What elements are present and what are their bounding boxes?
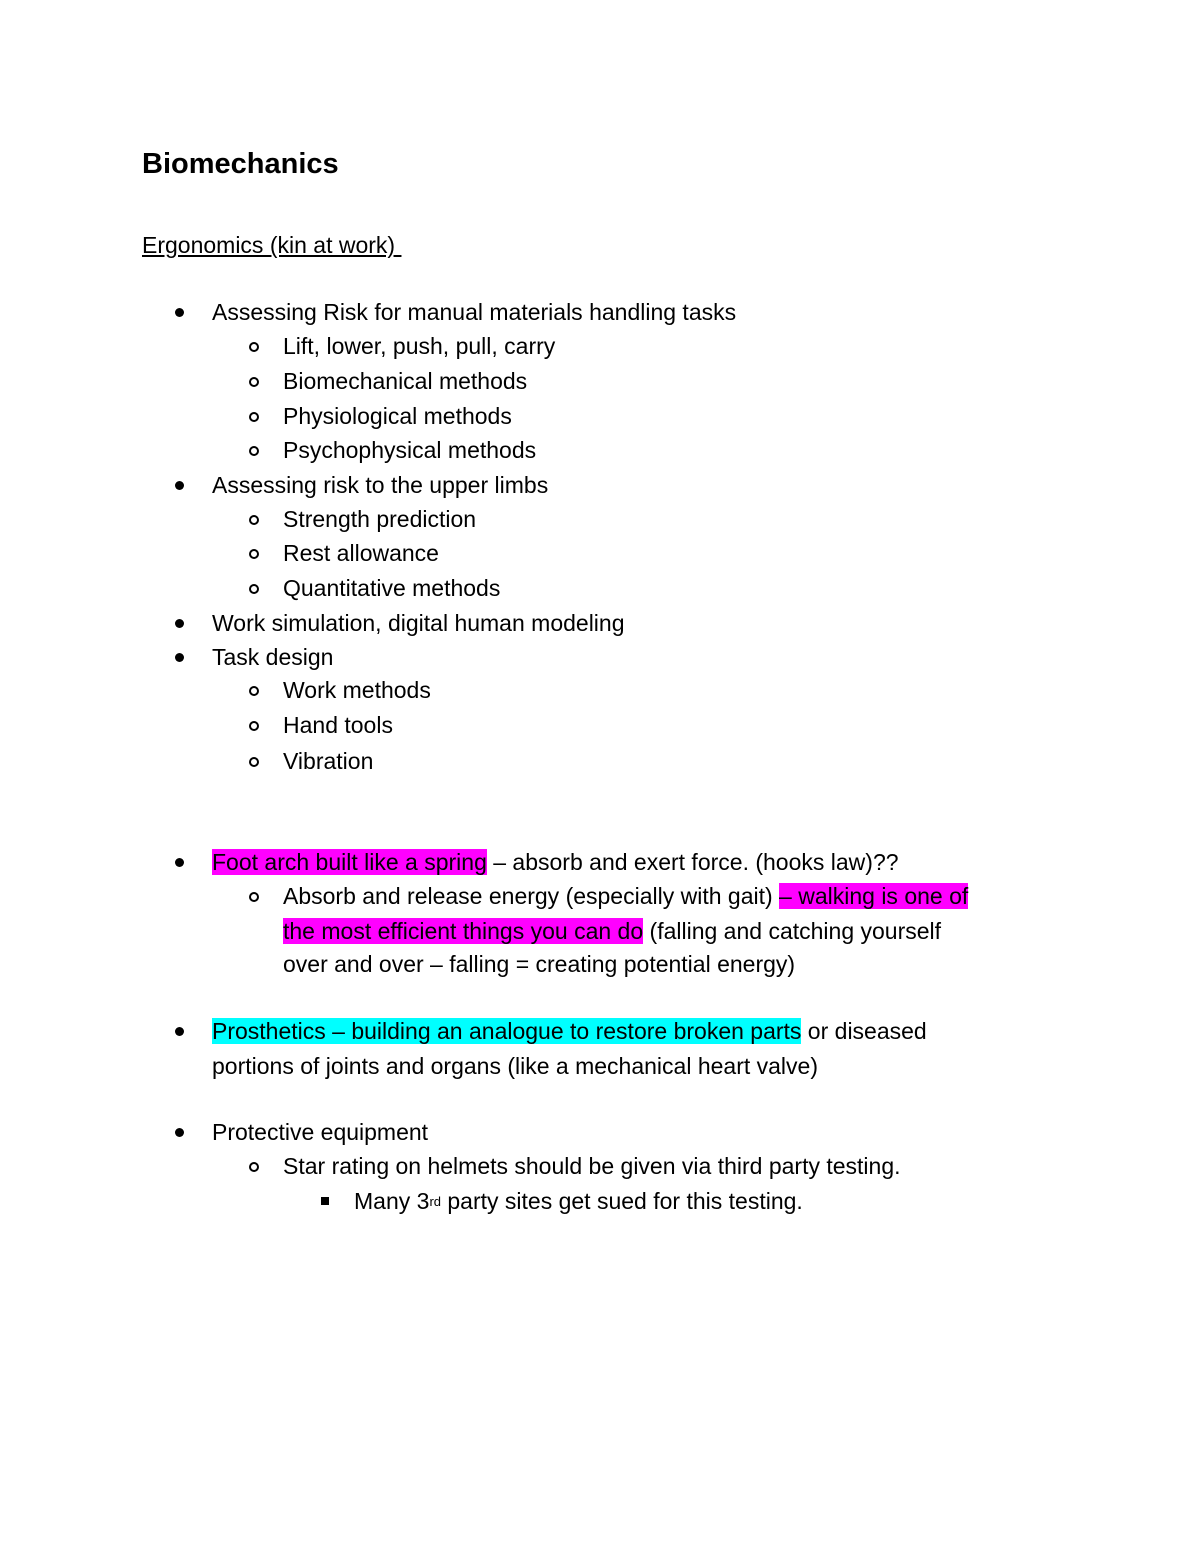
section-heading: Ergonomics (kin at work) bbox=[142, 232, 402, 258]
sub-list-item: Rest allowance bbox=[283, 540, 439, 566]
bullet-ring-icon bbox=[249, 686, 259, 696]
bullet-ring-icon bbox=[249, 721, 259, 731]
list-item-text: – absorb and exert force. (hooks law)?? bbox=[486, 849, 899, 875]
sub-list-item: Physiological methods bbox=[283, 403, 512, 429]
bullet-ring-icon bbox=[249, 515, 259, 525]
sub-list-item-continuation: over and over – falling = creating potential energy) bbox=[283, 951, 796, 977]
bullet-ring-icon bbox=[249, 584, 259, 594]
list-item-text: party sites get sued for this testing. bbox=[441, 1188, 803, 1214]
bullet-dot-icon bbox=[175, 653, 184, 662]
bullet-dot-icon bbox=[175, 1128, 184, 1137]
bullet-dot-icon bbox=[175, 1027, 184, 1036]
list-item-text: or diseased bbox=[801, 1018, 927, 1044]
list-item-continuation: portions of joints and organs (like a mechanical heart valve) bbox=[212, 1053, 818, 1079]
highlighted-text: Prosthetics – building an analogue to restore broken parts bbox=[212, 1018, 802, 1044]
list-item: Protective equipment bbox=[212, 1119, 429, 1145]
bullet-ring-icon bbox=[249, 377, 259, 387]
sub-list-item: Vibration bbox=[283, 748, 374, 774]
list-item: Work simulation, digital human modeling bbox=[212, 610, 625, 636]
bullet-dot-icon bbox=[175, 619, 184, 628]
sub-list-item-continuation bbox=[283, 916, 941, 946]
list-item: Assessing risk to the upper limbs bbox=[212, 472, 549, 498]
sub-list-item: Strength prediction bbox=[283, 506, 477, 532]
list-item-text: Many 3 bbox=[354, 1188, 430, 1214]
sub-sub-list-item bbox=[354, 1186, 803, 1216]
list-item-text: (falling and catching yourself bbox=[643, 918, 942, 944]
bullet-square-icon bbox=[321, 1197, 329, 1205]
sub-list-item: Biomechanical methods bbox=[283, 368, 528, 394]
list-item: Assessing Risk for manual materials handling tasks bbox=[212, 299, 737, 325]
sub-list-item: Work methods bbox=[283, 677, 431, 703]
bullet-dot-icon bbox=[175, 481, 184, 490]
bullet-dot-icon bbox=[175, 858, 184, 867]
bullet-dot-icon bbox=[175, 308, 184, 317]
bullet-ring-icon bbox=[249, 446, 259, 456]
superscript: rd bbox=[429, 1194, 441, 1209]
bullet-ring-icon bbox=[249, 342, 259, 352]
list-item: Task design bbox=[212, 644, 334, 670]
list-item bbox=[212, 847, 899, 877]
list-item-text: Absorb and release energy (especially with gait) bbox=[283, 883, 780, 909]
sub-list-item: Lift, lower, push, pull, carry bbox=[283, 333, 556, 359]
bullet-ring-icon bbox=[249, 412, 259, 422]
list-item bbox=[212, 1016, 927, 1046]
highlighted-text: Foot arch built like a spring bbox=[212, 849, 487, 875]
bullet-ring-icon bbox=[249, 549, 259, 559]
highlighted-text: the most efficient things you can do bbox=[283, 918, 644, 944]
bullet-ring-icon bbox=[249, 892, 259, 902]
sub-list-item: Star rating on helmets should be given via third party testing. bbox=[283, 1153, 901, 1179]
sub-list-item: Hand tools bbox=[283, 712, 393, 738]
sub-list-item bbox=[283, 881, 968, 911]
sub-list-item: Psychophysical methods bbox=[283, 437, 537, 463]
bullet-ring-icon bbox=[249, 1162, 259, 1172]
sub-list-item: Quantitative methods bbox=[283, 575, 501, 601]
bullet-ring-icon bbox=[249, 757, 259, 767]
highlighted-text: – walking is one of bbox=[779, 883, 969, 909]
page-title: Biomechanics bbox=[142, 148, 339, 180]
